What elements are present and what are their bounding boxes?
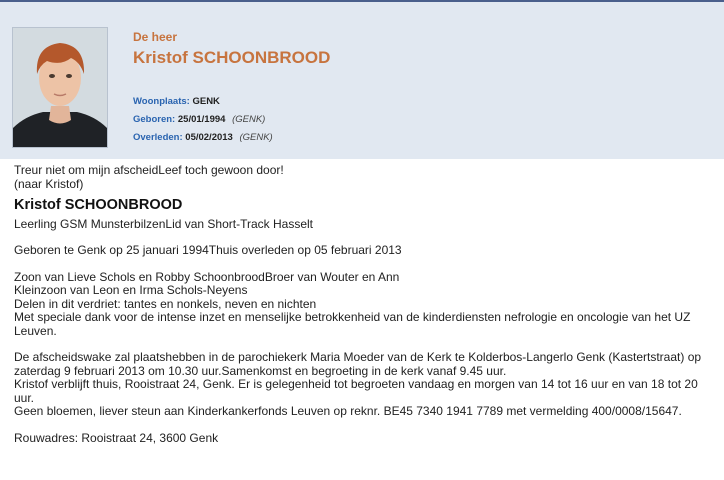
family-line: Delen in dit verdriet: tantes en nonkels, neven en nichten xyxy=(14,296,317,311)
ceremony-line: Kristof verblijft thuis, Rooistraat 24, Genk. Er is gelegenheid tot begroeten vandaag en morgen van 14 tot 16 uur en van 18 tot 20 uur. xyxy=(14,377,698,405)
family-line: Zoon van Lieve Schols en Robby SchoonbroodBroer van Wouter en Ann xyxy=(14,269,400,284)
died-date: 05/02/2013 xyxy=(185,132,233,143)
portrait-photo xyxy=(12,27,108,148)
died-place: (GENK) xyxy=(239,132,273,143)
born-label: Geboren: xyxy=(133,114,176,125)
family-line: Kleinzoon van Leon en Irma Schols-Neyens xyxy=(14,283,248,297)
born-date: 25/01/1994 xyxy=(177,114,226,125)
ceremony-line: De afscheidswake zal plaatshebben in de parochiekerk Maria Moeder van de Kerk te Kolderbos-Langerlo Genk (Kastertstraat) op zaterdag 9 februari 2013 om 10.30 uur.Samenkomst en begroeting in de kerk vanaf 9.45 uur. xyxy=(14,350,702,378)
ceremony-line: Geen bloemen, liever steun aan Kinderkankerfonds Leuven op reknr. BE45 7340 1941 7789 met vermelding 400/0008/15647. xyxy=(14,404,682,418)
salutation: De heer xyxy=(133,30,178,44)
quote-author: (naar Kristof) xyxy=(14,176,84,191)
affiliation: Leerling GSM MunsterbilzenLid van Short-Track Hasselt xyxy=(14,216,314,231)
quote: Treur niet om mijn afscheidLeef toch gewoon door! xyxy=(14,163,284,177)
deceased-name: Kristof SCHOONBROOD xyxy=(133,48,331,67)
birth-death: Geboren te Genk op 25 januari 1994Thuis overleden op 05 februari 2013 xyxy=(14,243,402,257)
born-row xyxy=(133,114,265,125)
obituary-text xyxy=(14,164,714,445)
mourning-address: Rouwadres: Rooistraat 24, 3600 Genk xyxy=(14,430,219,445)
born-place: (GENK) xyxy=(232,114,266,125)
residence-value: GENK xyxy=(192,96,220,107)
obituary-header xyxy=(0,2,724,159)
obituary-title: Kristof SCHOONBROOD xyxy=(14,197,183,213)
residence-row xyxy=(133,96,220,107)
residence-label: Woonplaats: xyxy=(133,96,190,107)
family-line: Met speciale dank voor de intense inzet en menselijke betrokkenheid van de kinderdiensten nefrologie en oncologie van het UZ Leuven. xyxy=(14,310,691,338)
died-label: Overleden: xyxy=(133,132,183,143)
died-row xyxy=(133,132,273,143)
